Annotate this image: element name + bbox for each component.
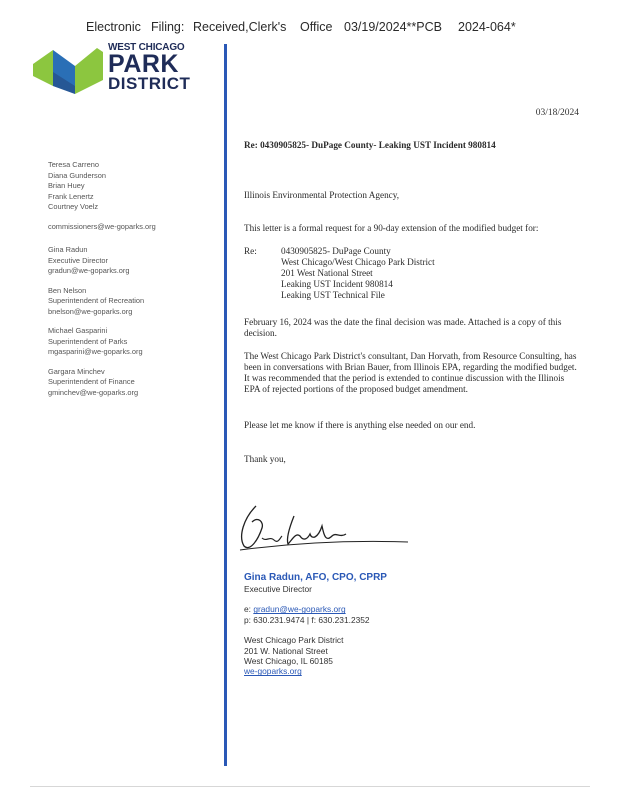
commissioner-name: Diana Gunderson [48,170,106,180]
filing-stamp [0,20,618,40]
staff-name: Michael Gasparini [48,326,108,335]
staff-name: Gina Radun [48,245,88,254]
sidebar [48,160,218,407]
staff-block [48,367,218,399]
staff-name: Ben Nelson [48,285,87,295]
staff-block [48,245,218,277]
stamp-word: Filing: [151,20,185,34]
org-street: 201 W. National Street [244,645,328,656]
website-link[interactable]: we-goparks.org [244,666,302,677]
commissioner-name: Frank Lenertz [48,191,94,201]
staff-title: Superintendent of Parks [48,336,128,346]
commissioner-name: Brian Huey [48,181,85,190]
signature-block [244,572,387,677]
staff-name: Gargara Minchev [48,366,105,376]
footer-line [30,786,590,787]
logo-line: PARK [108,50,179,78]
paragraph-consultant: The West Chicago Park District's consultant, Dan Horvath, from Resource Consulting, has been in conversations with Brian Bauer, from Illinois EPA, regarding the modified budget. It was recommended that the period is extended to continue discussion with the Illinois EPA of rejected portions of the proposed budget amendment. [244,351,577,394]
re-label: Re: [244,246,257,256]
staff-block [48,286,218,318]
re-item: 201 West National Street [281,267,373,278]
logo-line: WEST CHICAGO [108,42,185,53]
org-name: West Chicago Park District [244,635,344,646]
letter-body [244,140,582,464]
signer-phone: p: 630.231.9474 | f: 630.231.2352 [244,614,370,625]
paragraph-decision: February 16, 2024 was the date the final decision was made. Attached is a copy of this decision. [244,317,562,338]
logo-wordmark [108,42,190,92]
stamp-word: Electronic [86,20,141,34]
signer-email-row [244,604,387,614]
logo-line: DISTRICT [108,74,191,93]
email-label: e: [244,604,251,615]
re-item: Leaking UST Technical File [281,289,385,300]
signer-name: Gina Radun, AFO, CPO, CPRP [244,572,387,583]
salutation: Illinois Environmental Protection Agency, [244,190,400,200]
stamp-word: Office [300,20,333,34]
re-item: West Chicago/West Chicago Park District [281,256,435,267]
staff-email[interactable]: mgasparini@we-goparks.org [48,347,143,356]
paragraph-closing-request: Please let me know if there is anything else needed on our end. [244,420,476,430]
commissioners-block [48,160,218,213]
commissioners-email-block [48,222,218,233]
commissioner-name: Teresa Carreno [48,160,99,169]
commissioners-email[interactable]: commissioners@we-goparks.org [48,221,156,231]
staff-email[interactable]: gradun@we-goparks.org [48,266,130,275]
org-city: West Chicago, IL 60185 [244,656,333,667]
staff-block [48,326,218,358]
handwritten-signature [236,496,411,558]
staff-title: Executive Director [48,255,108,265]
subject-line: Re: 0430905825- DuPage County- Leaking UST Incident 980814 [244,140,496,150]
staff-title: Superintendent of Finance [48,377,135,386]
re-lines [281,246,435,301]
stamp-word: 03/19/2024**PCB [344,20,442,34]
signer-email-link[interactable]: gradun@we-goparks.org [253,604,346,615]
stamp-word: Received,Clerk's [193,20,287,34]
divider-bar [224,44,227,766]
closing: Thank you, [244,454,286,464]
staff-email[interactable]: gminchev@we-goparks.org [48,387,139,397]
re-item: Leaking UST Incident 980814 [281,278,393,289]
staff-title: Superintendent of Recreation [48,296,145,305]
letter-date: 03/18/2024 [535,108,579,118]
stamp-word: 2024-064* [458,20,516,34]
signer-title: Executive Director [244,584,312,594]
commissioner-name: Courtney Voelz [48,202,99,211]
request-paragraph: This letter is a formal request for a 90-day extension of the modified budget for: [244,223,539,233]
re-item: 0430905825- DuPage County [281,246,391,256]
staff-email[interactable]: bnelson@we-goparks.org [48,306,133,316]
